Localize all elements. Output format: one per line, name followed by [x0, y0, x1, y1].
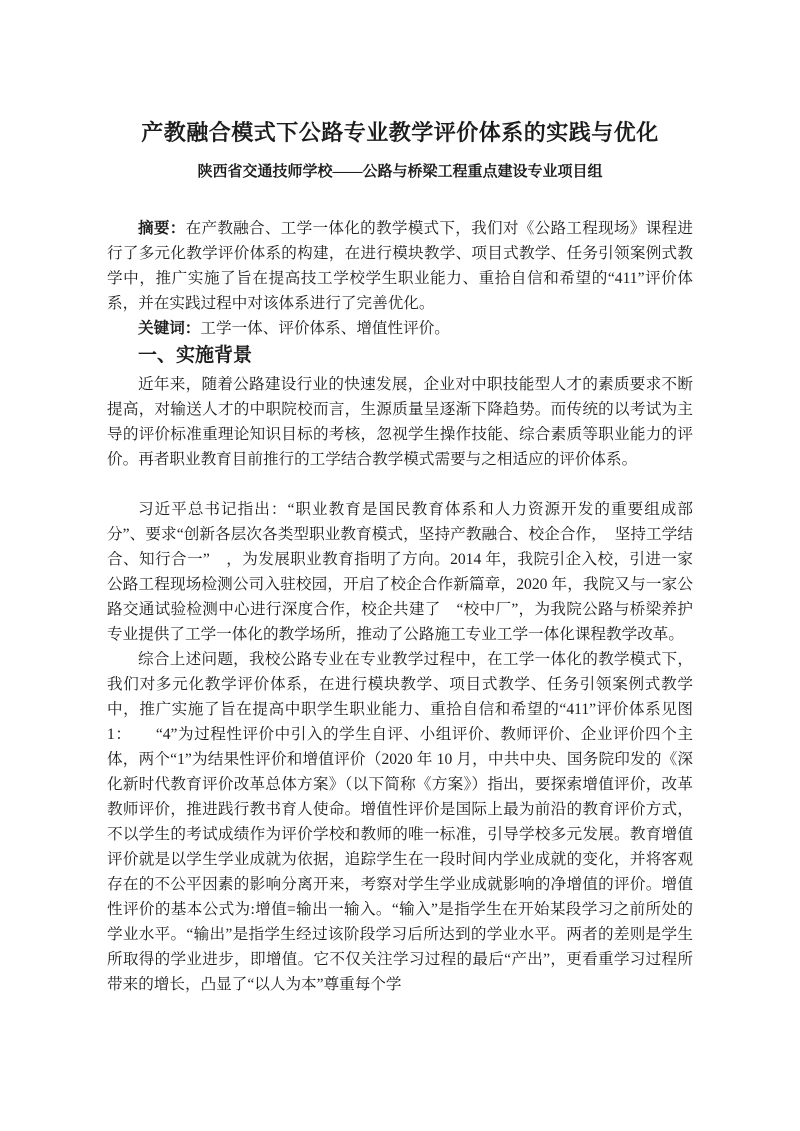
abstract-label: 摘要： — [138, 220, 186, 237]
document-subtitle: 陕西省交通技师学校——公路与桥梁工程重点建设专业项目组 — [197, 164, 603, 180]
body-paragraph-3: 综合上述问题，我校公路专业在专业教学过程中，在工学一体化的教学模式下，我们对多元化教学评价体系，在进行模块教学、项目式教学、任务引领案例式教学中，推广实施了旨在提高中职学生职业能力、重拾自信和希望的“411”评价体系见图 1： “4”为过程性评价中引入的学生自评、小组评价、教师评价、企业评价四个主体，两个“1”为结果性评价和增值评价（2020 年 10 月，中共中央、国务院印发的《深化新时代教育评价改革总体方案》（以下简称《方案》）指出，要探索增值评价，改革教师评价，推进践行教书育人使命。增值性评价是国际上最为前沿的教育评价方式，不以学生的考试成绩作为评价学校和教师的唯一标准，引导学校多元发展。教育增值评价就是以学生学业成就为依据，追踪学生在一段时间内学业成就的变化，并将客观存在的不公平因素的影响分离开来，考察对学生学业成就影响的净增值的评价。增值性评价的基本公式为:增值=输出一输入。“输入”是指学生在开始某段学习之前所处的学业水平。“输出”是指学生经过该阶段学习后所达到的学业水平。两者的差则是学生所取得的学业进步，即增值。它不仅关注学习过程的最后“产出”，更看重学习过程所带来的增长，凸显了“以人为本”尊重每个学 — [107, 651, 693, 993]
section-heading-implementation-background: 一、实施背景 — [138, 345, 253, 366]
keywords-paragraph — [107, 316, 693, 341]
document-title: 产教融合模式下公路专业教学评价体系的实践与优化 — [141, 120, 659, 145]
keywords-label: 关键词： — [138, 320, 201, 337]
abstract-paragraph — [107, 216, 693, 316]
abstract-text: 在产教融合、工学一体化的教学模式下，我们对《公路工程现场》课程进行了多元化教学评价体系的构建，在进行模块教学、项目式教学、任务引领案例式教学中，推广实施了旨在提高技工学校学生职业能力、重拾自信和希望的“411”评价体系，并在实践过程中对该体系进行了完善优化。 — [107, 220, 693, 312]
body-paragraph-2: 习近平总书记指出：“职业教育是国民教育体系和人力资源开发的重要组成部分”、要求“创新各层次各类型职业教育模式，坚持产教融合、校企合作， 坚持工学结合、知行合一” ，为发展职业教育指明了方向。2014 年，我院引企入校，引进一家公路工程现场检测公司入驻校园，开启了校企合作新篇章，2020 年，我院又与一家公路交通试验检测中心进行深度合作，校企共建了 “校中厂”，为我院公路与桥梁养护专业提供了工学一体化的教学场所，推动了公路施工专业工学一体化课程教学改革。 — [107, 501, 693, 643]
keywords-text: 工学一体、评价体系、增值性评价。 — [200, 320, 450, 337]
body-paragraph-1: 近年来，随着公路建设行业的快速发展，企业对中职技能型人才的素质要求不断提高，对输送人才的中职院校而言，生源质量呈逐渐下降趋势。而传统的以考试为主导的评价标准重理论知识目标的考核，忽视学生操作技能、综合素质等职业能力的评价。再者职业教育目前推行的工学结合教学模式需要与之相适应的评价体系。 — [107, 376, 693, 468]
